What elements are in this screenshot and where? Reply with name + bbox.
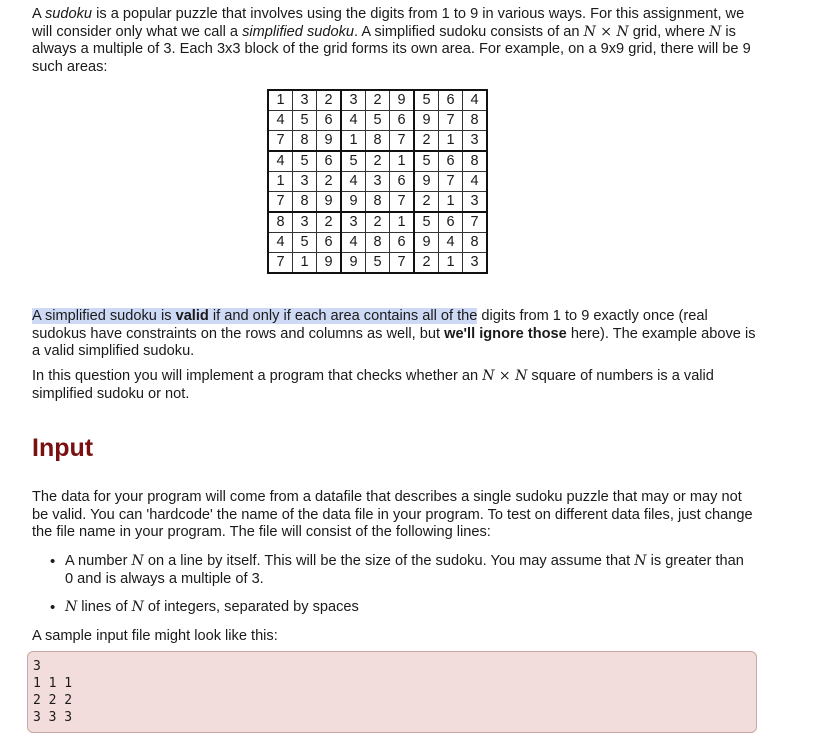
code-line: 3 3 3 xyxy=(33,710,73,725)
sudoku-cell: 1 xyxy=(390,151,415,172)
sudoku-cell: 8 xyxy=(268,212,293,233)
sudoku-cell: 9 xyxy=(317,192,342,213)
math-n: N xyxy=(131,553,144,569)
math-n: N xyxy=(65,599,78,615)
sudoku-cell: 9 xyxy=(414,233,439,253)
sudoku-cell: 3 xyxy=(366,172,390,192)
sudoku-cell: 8 xyxy=(463,111,488,131)
sudoku-cell: 6 xyxy=(317,151,342,172)
highlighted-text xyxy=(32,308,477,324)
sudoku-cell: 2 xyxy=(414,192,439,213)
sudoku-row xyxy=(268,233,487,253)
sudoku-cell: 9 xyxy=(390,90,415,111)
sudoku-cell: 2 xyxy=(366,90,390,111)
sudoku-cell: 1 xyxy=(268,90,293,111)
sudoku-cell: 2 xyxy=(317,172,342,192)
code-line: 1 1 1 xyxy=(33,676,73,691)
sudoku-cell: 4 xyxy=(341,233,366,253)
intro-paragraph xyxy=(32,6,756,76)
list-item xyxy=(32,599,756,617)
sudoku-cell: 4 xyxy=(268,151,293,172)
sudoku-cell: 5 xyxy=(293,233,317,253)
sudoku-cell: 4 xyxy=(268,233,293,253)
text: if and only if each area contains all of the xyxy=(208,308,478,324)
text: A simplified sudoku is xyxy=(32,308,176,324)
sudoku-cell: 5 xyxy=(414,90,439,111)
sudoku-cell: 2 xyxy=(414,253,439,274)
text: is greater than 0 and is always a multiple of 3. xyxy=(65,553,744,587)
sudoku-row xyxy=(268,172,487,192)
math-n: N xyxy=(515,368,528,384)
valid-paragraph xyxy=(32,308,756,361)
text: lines of xyxy=(77,599,132,615)
input-heading: Input xyxy=(32,434,94,462)
sudoku-cell: 6 xyxy=(390,111,415,131)
text: grid, where xyxy=(628,23,710,40)
sudoku-cell: 2 xyxy=(366,212,390,233)
sudoku-cell: 7 xyxy=(268,253,293,274)
input-paragraph: The data for your program will come from a datafile that describes a single sudoku puzzle that may or may not be valid. You can 'hardcode' the name of the data file in your program. To test on different data files, just change the file name in your program. The file will consist of the following lines: xyxy=(32,489,753,540)
sudoku-cell: 1 xyxy=(341,131,366,152)
input-format-list xyxy=(32,553,756,617)
sudoku-cell: 7 xyxy=(463,212,488,233)
sudoku-cell: 1 xyxy=(439,253,463,274)
sudoku-row xyxy=(268,212,487,233)
sudoku-cell: 2 xyxy=(366,151,390,172)
sudoku-cell: 6 xyxy=(317,233,342,253)
sudoku-cell: 2 xyxy=(317,212,342,233)
sudoku-cell: 2 xyxy=(414,131,439,152)
text: digits from 1 to 9 exactly once (real sudokus have constraints on the rows and columns as well, but xyxy=(32,308,708,342)
sudoku-cell: 6 xyxy=(439,90,463,111)
sudoku-cell: 6 xyxy=(390,233,415,253)
sudoku-cell: 1 xyxy=(439,192,463,213)
sudoku-cell: 6 xyxy=(317,111,342,131)
sudoku-cell: 1 xyxy=(293,253,317,274)
sudoku-cell: 9 xyxy=(317,253,342,274)
question-paragraph xyxy=(32,368,756,403)
sudoku-cell: 7 xyxy=(439,111,463,131)
math-n: N xyxy=(482,368,495,384)
math-times: × xyxy=(595,23,617,40)
sudoku-cell: 8 xyxy=(293,131,317,152)
sudoku-cell: 5 xyxy=(366,111,390,131)
sudoku-cell: 4 xyxy=(341,172,366,192)
sudoku-row xyxy=(268,192,487,213)
sudoku-cell: 5 xyxy=(293,151,317,172)
sudoku-cell: 8 xyxy=(366,233,390,253)
sudoku-cell: 8 xyxy=(366,192,390,213)
sudoku-row xyxy=(268,131,487,152)
sudoku-row xyxy=(268,111,487,131)
sudoku-cell: 7 xyxy=(439,172,463,192)
math-n: N xyxy=(131,599,144,615)
sudoku-cell: 4 xyxy=(463,172,488,192)
sudoku-cell: 9 xyxy=(414,172,439,192)
sudoku-cell: 4 xyxy=(341,111,366,131)
sudoku-row xyxy=(268,253,487,274)
math-n: N xyxy=(634,553,647,569)
sudoku-cell: 3 xyxy=(463,192,488,213)
sudoku-row xyxy=(268,151,487,172)
sudoku-cell: 7 xyxy=(390,131,415,152)
emphasis-ignore: we'll ignore those xyxy=(444,325,567,342)
sudoku-cell: 3 xyxy=(341,212,366,233)
sudoku-cell: 9 xyxy=(317,131,342,152)
sudoku-cell: 3 xyxy=(463,253,488,274)
sudoku-grid xyxy=(267,89,488,274)
sample-input-code-block xyxy=(27,651,757,733)
sudoku-cell: 5 xyxy=(366,253,390,274)
text: In this question you will implement a program that checks whether an xyxy=(32,368,483,384)
sudoku-cell: 7 xyxy=(390,253,415,274)
sudoku-cell: 4 xyxy=(439,233,463,253)
sudoku-cell: 3 xyxy=(341,90,366,111)
math-n: N xyxy=(709,23,722,40)
text: . A simplified sudoku consists of an xyxy=(354,23,584,40)
term-simplified-sudoku: simplified sudoku xyxy=(242,23,355,40)
sudoku-cell: 5 xyxy=(293,111,317,131)
sudoku-cell: 9 xyxy=(414,111,439,131)
text: here). The example above is a valid simplified sudoku. xyxy=(32,325,756,359)
sudoku-cell: 5 xyxy=(414,151,439,172)
math-n: N xyxy=(616,23,629,40)
sudoku-cell: 3 xyxy=(463,131,488,152)
sudoku-cell: 3 xyxy=(293,212,317,233)
sudoku-cell: 8 xyxy=(463,233,488,253)
sudoku-cell: 6 xyxy=(439,212,463,233)
sudoku-cell: 8 xyxy=(463,151,488,172)
sudoku-cell: 5 xyxy=(341,151,366,172)
sudoku-cell: 6 xyxy=(439,151,463,172)
math-n: N xyxy=(583,23,596,40)
text: A xyxy=(32,6,45,22)
sample-intro: A sample input file might look like this: xyxy=(32,628,278,644)
sudoku-cell: 3 xyxy=(293,172,317,192)
code-line: 2 2 2 xyxy=(33,693,73,708)
text: is a popular puzzle that involves using the digits from 1 to 9 in various ways. For this assignment, we will consider only what we call a xyxy=(32,6,745,40)
sudoku-cell: 1 xyxy=(439,131,463,152)
sudoku-cell: 1 xyxy=(268,172,293,192)
sudoku-cell: 2 xyxy=(317,90,342,111)
sudoku-cell: 5 xyxy=(414,212,439,233)
sudoku-row xyxy=(268,90,487,111)
text: of integers, separated by spaces xyxy=(143,599,359,615)
sudoku-cell: 8 xyxy=(366,131,390,152)
sudoku-cell: 8 xyxy=(293,192,317,213)
text: is always a multiple of 3. Each 3x3 block of the grid forms its own area. For example, on a 9x9 grid, there will be 9 such areas: xyxy=(32,23,751,75)
sudoku-cell: 7 xyxy=(268,131,293,152)
math-times: × xyxy=(494,368,516,384)
sudoku-cell: 1 xyxy=(390,212,415,233)
sudoku-cell: 6 xyxy=(390,172,415,192)
sudoku-cell: 7 xyxy=(268,192,293,213)
sudoku-cell: 9 xyxy=(341,253,366,274)
text: on a line by itself. This will be the size of the sudoku. You may assume that xyxy=(143,553,635,569)
text: A number xyxy=(65,553,132,569)
code-line: 3 xyxy=(33,659,41,674)
sudoku-cell: 4 xyxy=(268,111,293,131)
sudoku-cell: 7 xyxy=(390,192,415,213)
sudoku-cell: 4 xyxy=(463,90,488,111)
sudoku-cell: 9 xyxy=(341,192,366,213)
term-sudoku: sudoku xyxy=(44,6,93,22)
list-item xyxy=(32,553,756,588)
text: square of numbers is a valid simplified sudoku or not. xyxy=(32,368,714,402)
sudoku-cell: 3 xyxy=(293,90,317,111)
term-valid: valid xyxy=(175,308,209,324)
